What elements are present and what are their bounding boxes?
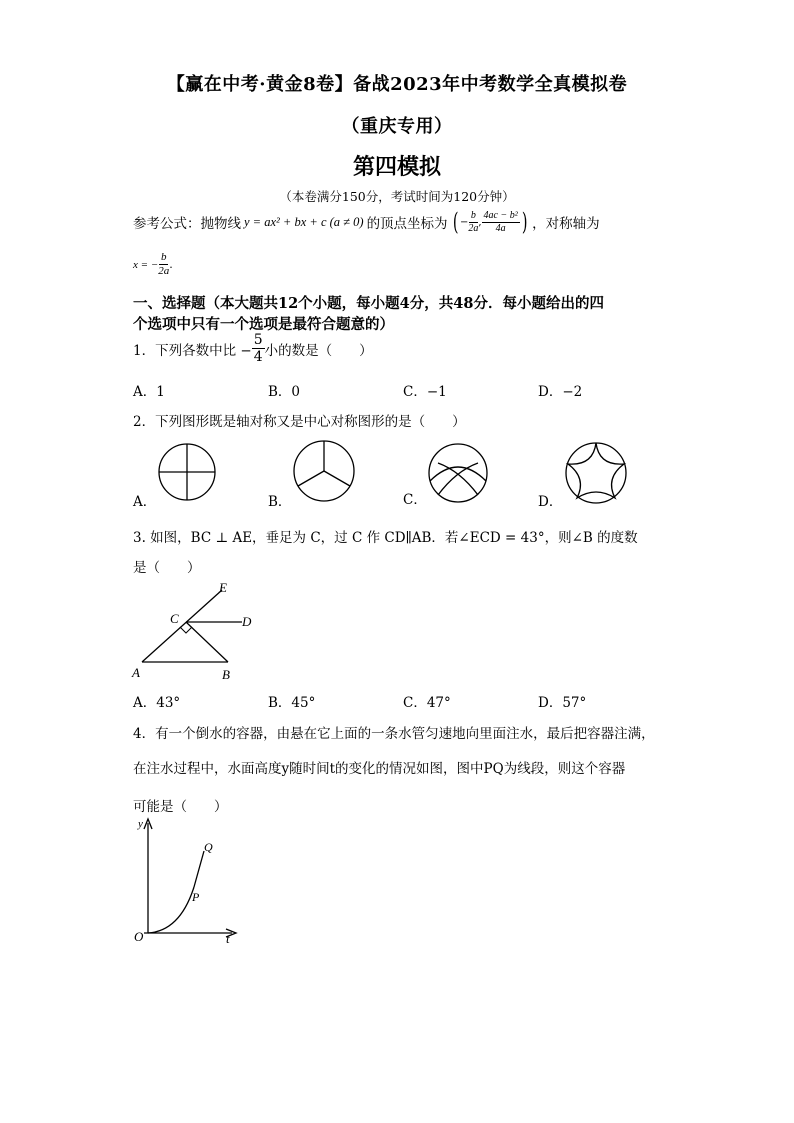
curve-op [148, 887, 194, 933]
label-y: y [138, 818, 143, 830]
axis-lhs: x = − [133, 258, 159, 271]
q3-stem-line1: 3. 如图，BC ⊥ AE，垂足为 C，过 C 作 CD∥AB．若∠ECD = 43°，则∠B 的度数 [133, 530, 638, 546]
q2-option-b[interactable]: B． [268, 494, 292, 510]
q4-graph [132, 815, 242, 945]
formula-prefix: 参考公式：抛物线 [133, 216, 241, 232]
vertex-b-den: 4a [495, 222, 506, 234]
inner-concave-star [568, 443, 624, 498]
circle-shape [429, 444, 487, 502]
label-q: Q [204, 840, 213, 854]
q1-option-b[interactable]: B．0 [268, 384, 301, 400]
arc-left [438, 463, 478, 495]
vertex-a-num: b [470, 209, 476, 221]
radius-right [324, 471, 350, 486]
q2-figure-d [565, 442, 627, 504]
q3-option-b[interactable]: B．45° [268, 695, 316, 711]
q4-line3: 可能是（ ） [133, 799, 228, 815]
exam-subtitle: （重庆专用） [341, 116, 453, 137]
q1-frac-num: 5 [253, 332, 263, 348]
line-ae [142, 590, 222, 662]
axis-num: b [160, 251, 167, 263]
label-e: E [219, 580, 227, 595]
q3-figure [130, 582, 260, 682]
section-header-line1: 一、选择题（本大题共12个小题，每小题4分，共48分．每小题给出的四 [133, 295, 604, 312]
section-header-line2: 个选项中只有一个选项是最符合题意的） [133, 316, 394, 333]
formula-line [133, 208, 600, 236]
q1-stem-before: 1．下列各数中比 − [133, 342, 252, 359]
circle-shape [566, 443, 626, 503]
label-d: D [242, 614, 252, 629]
q2-option-d[interactable]: D． [538, 494, 563, 510]
q2-option-a[interactable]: A． [133, 494, 157, 510]
q1-stem [133, 333, 373, 364]
exam-title: 【赢在中考·黄金8卷】备战2023年中考数学全真模拟卷 [166, 74, 628, 95]
arc-right [438, 463, 478, 495]
q4-line2: 在注水过程中，水面高度y随时间t的变化的情况如图，图中PQ为线段，则这个容器 [133, 761, 626, 777]
q2-figure-c [428, 443, 488, 503]
q3-option-c[interactable]: C．47° [403, 695, 451, 711]
q3-option-a[interactable]: A．43° [133, 695, 181, 711]
formula-suffix: ，对称轴为 [532, 216, 600, 232]
formula-mid: 的顶点坐标为 [366, 216, 448, 232]
label-a: A [132, 665, 140, 680]
axis-den: 2a [158, 265, 170, 277]
q2-stem: 2．下列图形既是轴对称又是中心对称图形的是（ ） [133, 414, 466, 430]
axis-end: . [169, 258, 173, 271]
q4-line1: 4．有一个倒水的容器，由悬在它上面的一条水管匀速地向里面注水，最后把容器注满， [133, 726, 655, 742]
q1-option-c[interactable]: C．−1 [403, 384, 447, 400]
label-c: C [170, 611, 179, 626]
segment-pq [194, 851, 204, 887]
label-o: O [134, 929, 144, 944]
label-t: t [226, 931, 230, 946]
q2-figure-b [293, 440, 355, 502]
q2-figure-a [158, 443, 216, 501]
label-p: P [192, 890, 200, 904]
vertex-a-den: 2a [468, 222, 479, 234]
exam-info: （本卷满分150分，考试时间为120分钟） [279, 189, 515, 204]
q1-frac-den: 4 [253, 349, 263, 365]
q3-option-d[interactable]: D．57° [538, 695, 587, 711]
label-b: B [222, 667, 230, 682]
segment-cb [186, 622, 228, 662]
vertex-b-num: 4ac − b² [483, 209, 518, 221]
formula-equation: y = ax² + bx + c (a ≠ 0) [244, 214, 364, 229]
paper-name: 第四模拟 [352, 154, 441, 180]
vertex-coordinates: ( − $\frac{b}{2a}$ , $\frac{\text{4ac − b²}}{4a}$ ) [452, 208, 528, 236]
q1-option-a[interactable]: A．1 [133, 384, 165, 400]
q2-option-c[interactable]: C． [403, 492, 427, 508]
q1-option-d[interactable]: D．−2 [538, 384, 583, 400]
radius-left [298, 471, 324, 486]
q3-stem-line2: 是（ ） [133, 560, 201, 576]
right-angle-mark [180, 627, 192, 633]
axis-formula [133, 252, 173, 277]
q1-stem-after: 小的数是（ ） [264, 342, 373, 359]
